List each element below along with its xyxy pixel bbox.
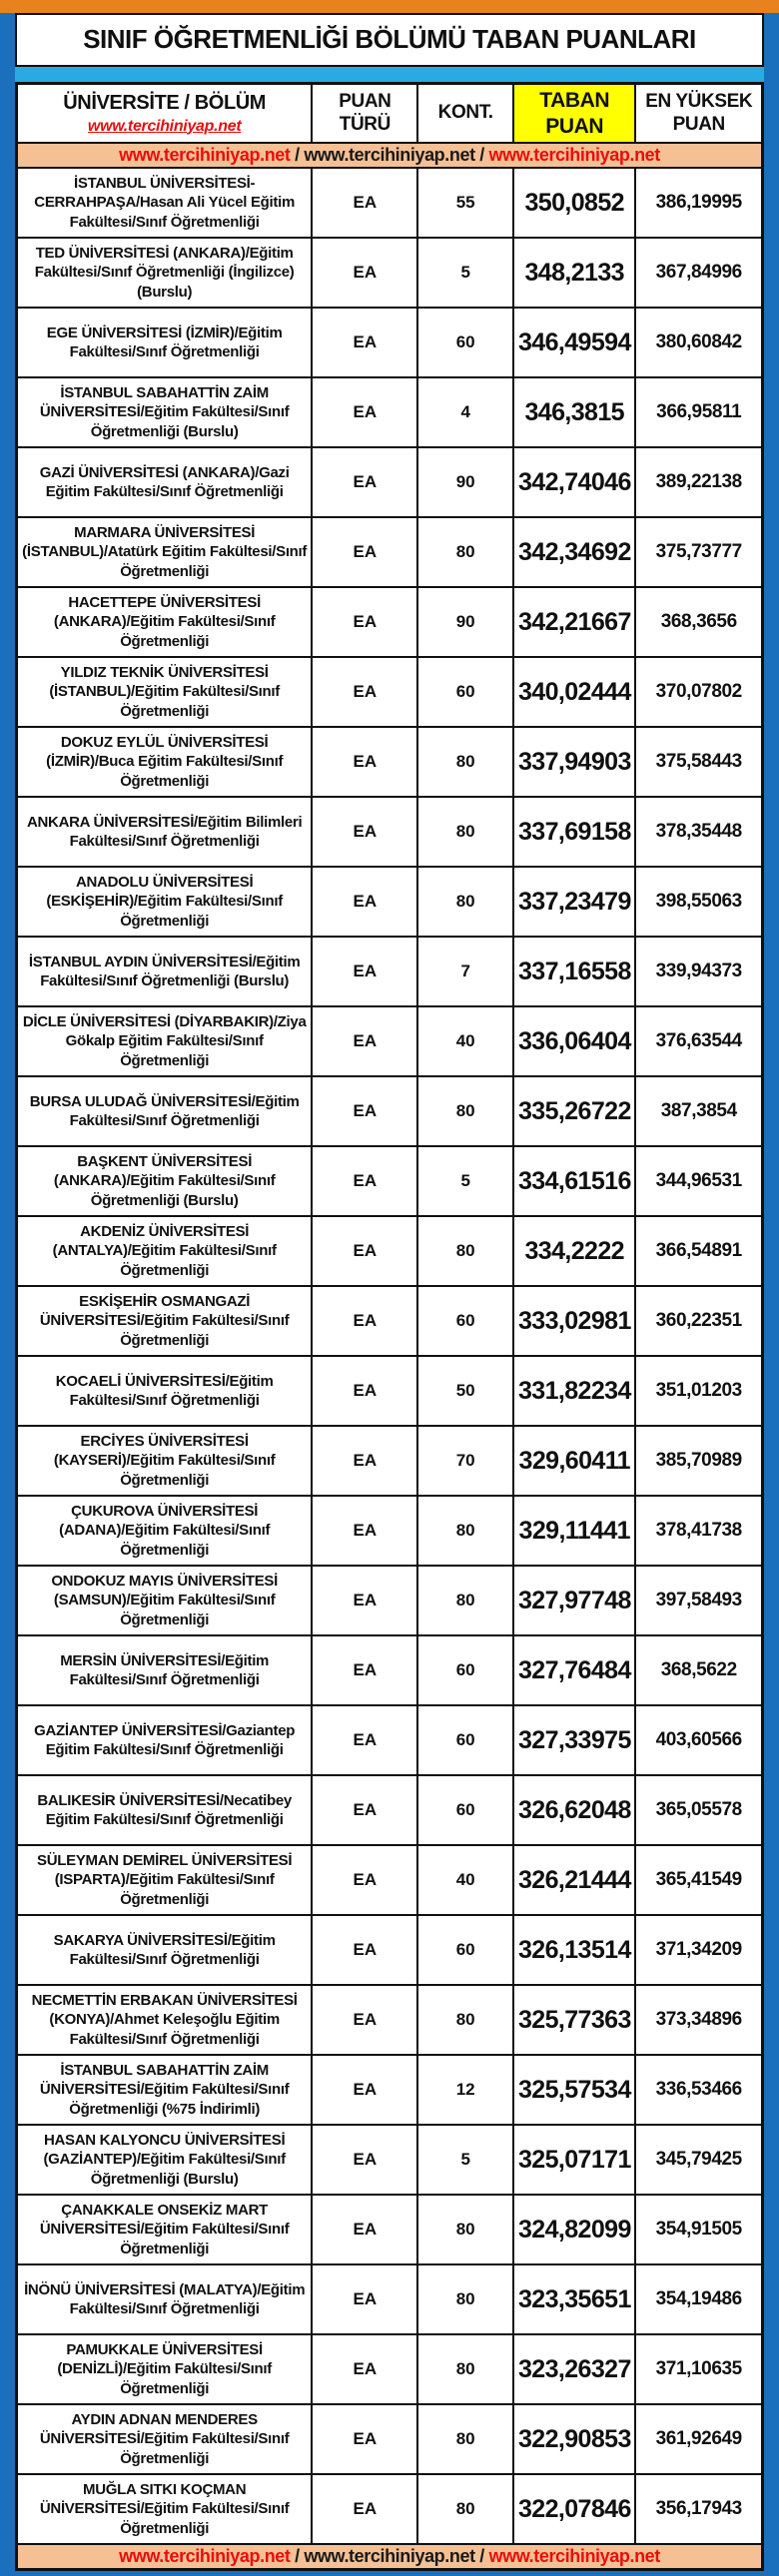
table-row — [17, 1985, 763, 2055]
quota-cell: 5 — [417, 238, 513, 308]
quota-cell: 80 — [417, 2474, 513, 2544]
university-cell: ESKİŞEHİR OSMANGAZİ ÜNİVERSİTESİ/Eğitim Fakültesi/Sınıf Öğretmenliği — [17, 1286, 313, 1356]
highest-score-cell: 366,95811 — [635, 377, 762, 447]
table-row — [17, 2334, 763, 2404]
base-score-cell: 323,26327 — [513, 2334, 636, 2404]
score-type-cell: EA — [312, 1006, 417, 1076]
table-row — [17, 727, 763, 797]
score-type-cell: EA — [312, 2334, 417, 2404]
watermark-link-middle[interactable]: www.tercihiniyap.net — [304, 145, 475, 165]
score-type-cell: EA — [312, 2404, 417, 2474]
university-cell: BURSA ULUDAĞ ÜNİVERSİTESİ/Eğitim Fakültesi/Sınıf Öğretmenliği — [17, 1076, 313, 1146]
score-type-cell: EA — [312, 2195, 417, 2264]
score-type-cell: EA — [312, 2264, 417, 2334]
watermark-separator: / — [290, 2546, 305, 2566]
quota-cell: 80 — [417, 1216, 513, 1286]
quota-cell: 80 — [417, 1566, 513, 1635]
quota-cell: 60 — [417, 1705, 513, 1775]
university-cell: ÇANAKKALE ONSEKİZ MART ÜNİVERSİTESİ/Eğitim Fakültesi/Sınıf Öğretmenliği — [17, 2195, 313, 2264]
score-type-cell: EA — [312, 308, 417, 377]
table-row — [17, 377, 763, 447]
table-header-row — [17, 84, 763, 144]
university-cell: SÜLEYMAN DEMİREL ÜNİVERSİTESİ (ISPARTA)/Eğitim Fakültesi/Sınıf Öğretmenliği — [17, 1845, 313, 1915]
score-type-cell: EA — [312, 1635, 417, 1705]
university-cell: GAZİANTEP ÜNİVERSİTESİ/Gaziantep Eğitim Fakültesi/Sınıf Öğretmenliği — [17, 1705, 313, 1775]
base-score-cell: 322,90853 — [513, 2404, 636, 2474]
quota-cell: 90 — [417, 587, 513, 657]
watermark-separator: / — [290, 145, 305, 165]
table-row — [17, 308, 763, 377]
table-row — [17, 1496, 763, 1566]
highest-score-cell: 397,58493 — [635, 1566, 762, 1635]
score-type-cell: EA — [312, 587, 417, 657]
highest-score-cell: 387,3854 — [635, 1076, 762, 1146]
column-header-university — [17, 84, 313, 144]
university-cell: ÇUKUROVA ÜNİVERSİTESİ (ADANA)/Eğitim Fakültesi/Sınıf Öğretmenliği — [17, 1496, 313, 1566]
score-type-cell: EA — [312, 2474, 417, 2544]
quota-cell: 80 — [417, 1076, 513, 1146]
base-score-cell: 325,77363 — [513, 1985, 636, 2055]
quota-cell: 80 — [417, 2404, 513, 2474]
base-score-cell: 342,21667 — [513, 587, 636, 657]
university-cell: BALIKESİR ÜNİVERSİTESİ/Necatibey Eğitim Fakültesi/Sınıf Öğretmenliği — [17, 1775, 313, 1845]
quota-cell: 80 — [417, 797, 513, 867]
table-row — [17, 1146, 763, 1216]
highest-score-cell: 385,70989 — [635, 1426, 762, 1496]
watermark-link-left[interactable]: www.tercihiniyap.net — [119, 2546, 291, 2566]
university-cell: İNÖNÜ ÜNİVERSİTESİ (MALATYA)/Eğitim Fakültesi/Sınıf Öğretmenliği — [17, 2264, 313, 2334]
highest-score-cell: 356,17943 — [635, 2474, 762, 2544]
score-type-cell: EA — [312, 168, 417, 238]
table-row — [17, 1775, 763, 1845]
highest-score-cell: 365,41549 — [635, 1845, 762, 1915]
score-type-cell: EA — [312, 1146, 417, 1216]
quota-cell: 80 — [417, 727, 513, 797]
score-type-cell: EA — [312, 937, 417, 1006]
highest-score-cell: 345,79425 — [635, 2125, 762, 2195]
quota-cell: 70 — [417, 1426, 513, 1496]
highest-score-cell: 351,01203 — [635, 1356, 762, 1426]
base-score-cell: 337,23479 — [513, 867, 636, 937]
base-score-cell: 331,82234 — [513, 1356, 636, 1426]
table-row — [17, 797, 763, 867]
column-header-quota: KONT. — [417, 84, 513, 144]
quota-cell: 50 — [417, 1356, 513, 1426]
score-type-cell: EA — [312, 377, 417, 447]
table-row — [17, 2404, 763, 2474]
base-score-cell: 329,60411 — [513, 1426, 636, 1496]
quota-cell: 4 — [417, 377, 513, 447]
university-cell: İSTANBUL SABAHATTİN ZAİM ÜNİVERSİTESİ/Eğitim Fakültesi/Sınıf Öğretmenliği (%75 İndirimli) — [17, 2055, 313, 2125]
watermark-link-right[interactable]: www.tercihiniyap.net — [488, 2546, 660, 2566]
score-type-cell: EA — [312, 1216, 417, 1286]
highest-score-cell: 366,54891 — [635, 1216, 762, 1286]
table-row — [17, 1566, 763, 1635]
base-score-cell: 334,61516 — [513, 1146, 636, 1216]
base-score-cell: 327,33975 — [513, 1705, 636, 1775]
score-type-cell: EA — [312, 1286, 417, 1356]
top-orange-bar — [0, 0, 779, 13]
university-cell: EGE ÜNİVERSİTESİ (İZMİR)/Eğitim Fakültesi/Sınıf Öğretmenliği — [17, 308, 313, 377]
table-row — [17, 657, 763, 727]
score-type-cell: EA — [312, 1496, 417, 1566]
quota-cell: 80 — [417, 2264, 513, 2334]
watermark-link-left[interactable]: www.tercihiniyap.net — [119, 145, 291, 165]
base-score-cell: 346,49594 — [513, 308, 636, 377]
base-score-cell: 326,62048 — [513, 1775, 636, 1845]
page-title: SINIF ÖĞRETMENLİĞİ BÖLÜMÜ TABAN PUANLARI — [15, 13, 764, 67]
score-type-cell: EA — [312, 727, 417, 797]
highest-score-cell: 375,73777 — [635, 517, 762, 587]
quota-cell: 80 — [417, 1985, 513, 2055]
base-score-cell: 327,97748 — [513, 1566, 636, 1635]
table-body — [17, 168, 763, 2544]
highest-score-cell: 380,60842 — [635, 308, 762, 377]
score-type-cell: EA — [312, 447, 417, 517]
quota-cell: 40 — [417, 1006, 513, 1076]
university-cell: ERCİYES ÜNİVERSİTESİ (KAYSERİ)/Eğitim Fakültesi/Sınıf Öğretmenliği — [17, 1426, 313, 1496]
base-score-cell: 325,57534 — [513, 2055, 636, 2125]
score-type-cell: EA — [312, 1915, 417, 1985]
university-cell: AKDENİZ ÜNİVERSİTESİ (ANTALYA)/Eğitim Fakültesi/Sınıf Öğretmenliği — [17, 1216, 313, 1286]
base-score-cell: 346,3815 — [513, 377, 636, 447]
university-cell: YILDIZ TEKNİK ÜNİVERSİTESİ (İSTANBUL)/Eğitim Fakültesi/Sınıf Öğretmenliği — [17, 657, 313, 727]
table-row — [17, 1006, 763, 1076]
watermark-strip-top — [17, 143, 763, 168]
base-score-cell: 337,94903 — [513, 727, 636, 797]
table-row — [17, 937, 763, 1006]
quota-cell: 60 — [417, 308, 513, 377]
quota-cell: 80 — [417, 867, 513, 937]
quota-cell: 5 — [417, 1146, 513, 1216]
table-row — [17, 1915, 763, 1985]
quota-cell: 12 — [417, 2055, 513, 2125]
university-cell: DİCLE ÜNİVERSİTESİ (DİYARBAKIR)/Ziya Gökalp Eğitim Fakültesi/Sınıf Öğretmenliği — [17, 1006, 313, 1076]
quota-cell: 80 — [417, 2334, 513, 2404]
base-score-cell: 324,82099 — [513, 2195, 636, 2264]
highest-score-cell: 344,96531 — [635, 1146, 762, 1216]
base-score-cell: 342,74046 — [513, 447, 636, 517]
score-type-cell: EA — [312, 1426, 417, 1496]
table-row — [17, 2264, 763, 2334]
quota-cell: 55 — [417, 168, 513, 238]
university-cell: TED ÜNİVERSİTESİ (ANKARA)/Eğitim Fakültesi/Sınıf Öğretmenliği (İngilizce) (Burslu) — [17, 238, 313, 308]
university-cell: NECMETTİN ERBAKAN ÜNİVERSİTESİ (KONYA)/Ahmet Keleşoğlu Eğitim Fakültesi/Sınıf Öğretmenliği — [17, 1985, 313, 2055]
base-score-cell: 323,35651 — [513, 2264, 636, 2334]
table-row — [17, 447, 763, 517]
university-cell: ONDOKUZ MAYIS ÜNİVERSİTESİ (SAMSUN)/Eğitim Fakültesi/Sınıf Öğretmenliği — [17, 1566, 313, 1635]
site-link[interactable]: www.tercihiniyap.net — [87, 117, 242, 135]
base-score-cell: 327,76484 — [513, 1635, 636, 1705]
university-cell: MERSİN ÜNİVERSİTESİ/Eğitim Fakültesi/Sınıf Öğretmenliği — [17, 1635, 313, 1705]
highest-score-cell: 389,22138 — [635, 447, 762, 517]
highest-score-cell: 375,58443 — [635, 727, 762, 797]
highest-score-cell: 354,19486 — [635, 2264, 762, 2334]
quota-cell: 5 — [417, 2125, 513, 2195]
table-row — [17, 2195, 763, 2264]
university-cell: HASAN KALYONCU ÜNİVERSİTESİ (GAZİANTEP)/Eğitim Fakültesi/Sınıf Öğretmenliği (Burslu) — [17, 2125, 313, 2195]
scores-table — [15, 82, 764, 2571]
table-row — [17, 1705, 763, 1775]
table-row — [17, 867, 763, 937]
highest-score-cell: 361,92649 — [635, 2404, 762, 2474]
base-score-cell: 322,07846 — [513, 2474, 636, 2544]
watermark-separator: / — [474, 145, 489, 165]
base-score-cell: 333,02981 — [513, 1286, 636, 1356]
base-score-cell: 342,34692 — [513, 517, 636, 587]
score-type-cell: EA — [312, 1076, 417, 1146]
university-cell: İSTANBUL ÜNİVERSİTESİ-CERRAHPAŞA/Hasan Ali Yücel Eğitim Fakültesi/Sınıf Öğretmenliği — [17, 168, 313, 238]
light-blue-divider — [15, 67, 764, 82]
base-score-cell: 350,0852 — [513, 168, 636, 238]
base-score-cell: 325,07171 — [513, 2125, 636, 2195]
highest-score-cell: 354,91505 — [635, 2195, 762, 2264]
score-type-cell: EA — [312, 517, 417, 587]
score-type-cell: EA — [312, 1566, 417, 1635]
base-score-cell: 337,16558 — [513, 937, 636, 1006]
table-row — [17, 1286, 763, 1356]
table-row — [17, 517, 763, 587]
quota-cell: 80 — [417, 517, 513, 587]
score-type-cell: EA — [312, 2125, 417, 2195]
quota-cell: 60 — [417, 657, 513, 727]
score-type-cell: EA — [312, 867, 417, 937]
table-row — [17, 2125, 763, 2195]
score-type-cell: EA — [312, 1985, 417, 2055]
university-cell: AYDIN ADNAN MENDERES ÜNİVERSİTESİ/Eğitim Fakültesi/Sınıf Öğretmenliği — [17, 2404, 313, 2474]
base-score-cell: 348,2133 — [513, 238, 636, 308]
content-area — [15, 13, 764, 2571]
table-row — [17, 1076, 763, 1146]
table-row — [17, 1216, 763, 1286]
quota-cell: 80 — [417, 2195, 513, 2264]
highest-score-cell: 371,34209 — [635, 1915, 762, 1985]
table-row — [17, 1635, 763, 1705]
base-score-cell: 326,21444 — [513, 1845, 636, 1915]
highest-score-cell: 403,60566 — [635, 1705, 762, 1775]
university-cell: HACETTEPE ÜNİVERSİTESİ (ANKARA)/Eğitim Fakültesi/Sınıf Öğretmenliği — [17, 587, 313, 657]
highest-score-cell: 368,5622 — [635, 1635, 762, 1705]
column-header-score-type: PUAN TÜRÜ — [312, 84, 417, 144]
highest-score-cell: 371,10635 — [635, 2334, 762, 2404]
base-score-cell: 340,02444 — [513, 657, 636, 727]
watermark-link-middle[interactable]: www.tercihiniyap.net — [304, 2546, 475, 2566]
highest-score-cell: 378,35448 — [635, 797, 762, 867]
university-cell: İSTANBUL AYDIN ÜNİVERSİTESİ/Eğitim Fakültesi/Sınıf Öğretmenliği (Burslu) — [17, 937, 313, 1006]
quota-cell: 80 — [417, 1496, 513, 1566]
university-cell: KOCAELİ ÜNİVERSİTESİ/Eğitim Fakültesi/Sınıf Öğretmenliği — [17, 1356, 313, 1426]
score-type-cell: EA — [312, 1356, 417, 1426]
table-row — [17, 2474, 763, 2544]
table-row — [17, 2055, 763, 2125]
column-header-university-label: ÜNİVERSİTE / BÖLÜM — [63, 91, 267, 114]
base-score-cell: 329,11441 — [513, 1496, 636, 1566]
base-score-cell: 336,06404 — [513, 1006, 636, 1076]
score-type-cell: EA — [312, 1845, 417, 1915]
university-cell: BAŞKENT ÜNİVERSİTESİ (ANKARA)/Eğitim Fakültesi/Sınıf Öğretmenliği (Burslu) — [17, 1146, 313, 1216]
highest-score-cell: 376,63544 — [635, 1006, 762, 1076]
score-type-cell: EA — [312, 238, 417, 308]
highest-score-cell: 373,34896 — [635, 1985, 762, 2055]
quota-cell: 7 — [417, 937, 513, 1006]
base-score-cell: 335,26722 — [513, 1076, 636, 1146]
highest-score-cell: 360,22351 — [635, 1286, 762, 1356]
column-header-highest-score: EN YÜKSEK PUAN — [635, 84, 762, 144]
highest-score-cell: 339,94373 — [635, 937, 762, 1006]
watermark-link-right[interactable]: www.tercihiniyap.net — [488, 145, 660, 165]
highest-score-cell: 398,55063 — [635, 867, 762, 937]
highest-score-cell: 367,84996 — [635, 238, 762, 308]
highest-score-cell: 370,07802 — [635, 657, 762, 727]
highest-score-cell: 365,05578 — [635, 1775, 762, 1845]
university-cell: DOKUZ EYLÜL ÜNİVERSİTESİ (İZMİR)/Buca Eğitim Fakültesi/Sınıf Öğretmenliği — [17, 727, 313, 797]
score-type-cell: EA — [312, 2055, 417, 2125]
university-cell: MARMARA ÜNİVERSİTESİ (İSTANBUL)/Atatürk Eğitim Fakültesi/Sınıf Öğretmenliği — [17, 517, 313, 587]
watermark-strip-bottom — [17, 2544, 763, 2570]
table-row — [17, 1356, 763, 1426]
table-row — [17, 587, 763, 657]
quota-cell: 60 — [417, 1286, 513, 1356]
base-score-cell: 334,2222 — [513, 1216, 636, 1286]
table-row — [17, 238, 763, 308]
quota-cell: 60 — [417, 1775, 513, 1845]
base-score-cell: 337,69158 — [513, 797, 636, 867]
score-type-cell: EA — [312, 1705, 417, 1775]
score-type-cell: EA — [312, 797, 417, 867]
quota-cell: 90 — [417, 447, 513, 517]
quota-cell: 60 — [417, 1635, 513, 1705]
score-type-cell: EA — [312, 1775, 417, 1845]
table-row — [17, 1845, 763, 1915]
university-cell: ANADOLU ÜNİVERSİTESİ (ESKİŞEHİR)/Eğitim Fakültesi/Sınıf Öğretmenliği — [17, 867, 313, 937]
highest-score-cell: 368,3656 — [635, 587, 762, 657]
score-type-cell: EA — [312, 657, 417, 727]
base-score-cell: 326,13514 — [513, 1915, 636, 1985]
column-header-base-score: TABAN PUAN — [513, 84, 636, 144]
university-cell: MUĞLA SITKI KOÇMAN ÜNİVERSİTESİ/Eğitim Fakültesi/Sınıf Öğretmenliği — [17, 2474, 313, 2544]
university-cell: İSTANBUL SABAHATTİN ZAİM ÜNİVERSİTESİ/Eğitim Fakültesi/Sınıf Öğretmenliği (Burslu) — [17, 377, 313, 447]
university-cell: GAZİ ÜNİVERSİTESİ (ANKARA)/Gazi Eğitim Fakültesi/Sınıf Öğretmenliği — [17, 447, 313, 517]
university-cell: PAMUKKALE ÜNİVERSİTESİ (DENİZLİ)/Eğitim Fakültesi/Sınıf Öğretmenliği — [17, 2334, 313, 2404]
highest-score-cell: 336,53466 — [635, 2055, 762, 2125]
highest-score-cell: 386,19995 — [635, 168, 762, 238]
watermark-separator: / — [474, 2546, 489, 2566]
highest-score-cell: 378,41738 — [635, 1496, 762, 1566]
table-row — [17, 168, 763, 238]
quota-cell: 60 — [417, 1915, 513, 1985]
table-row — [17, 1426, 763, 1496]
university-cell: ANKARA ÜNİVERSİTESİ/Eğitim Bilimleri Fakültesi/Sınıf Öğretmenliği — [17, 797, 313, 867]
university-cell: SAKARYA ÜNİVERSİTESİ/Eğitim Fakültesi/Sınıf Öğretmenliği — [17, 1915, 313, 1985]
quota-cell: 40 — [417, 1845, 513, 1915]
